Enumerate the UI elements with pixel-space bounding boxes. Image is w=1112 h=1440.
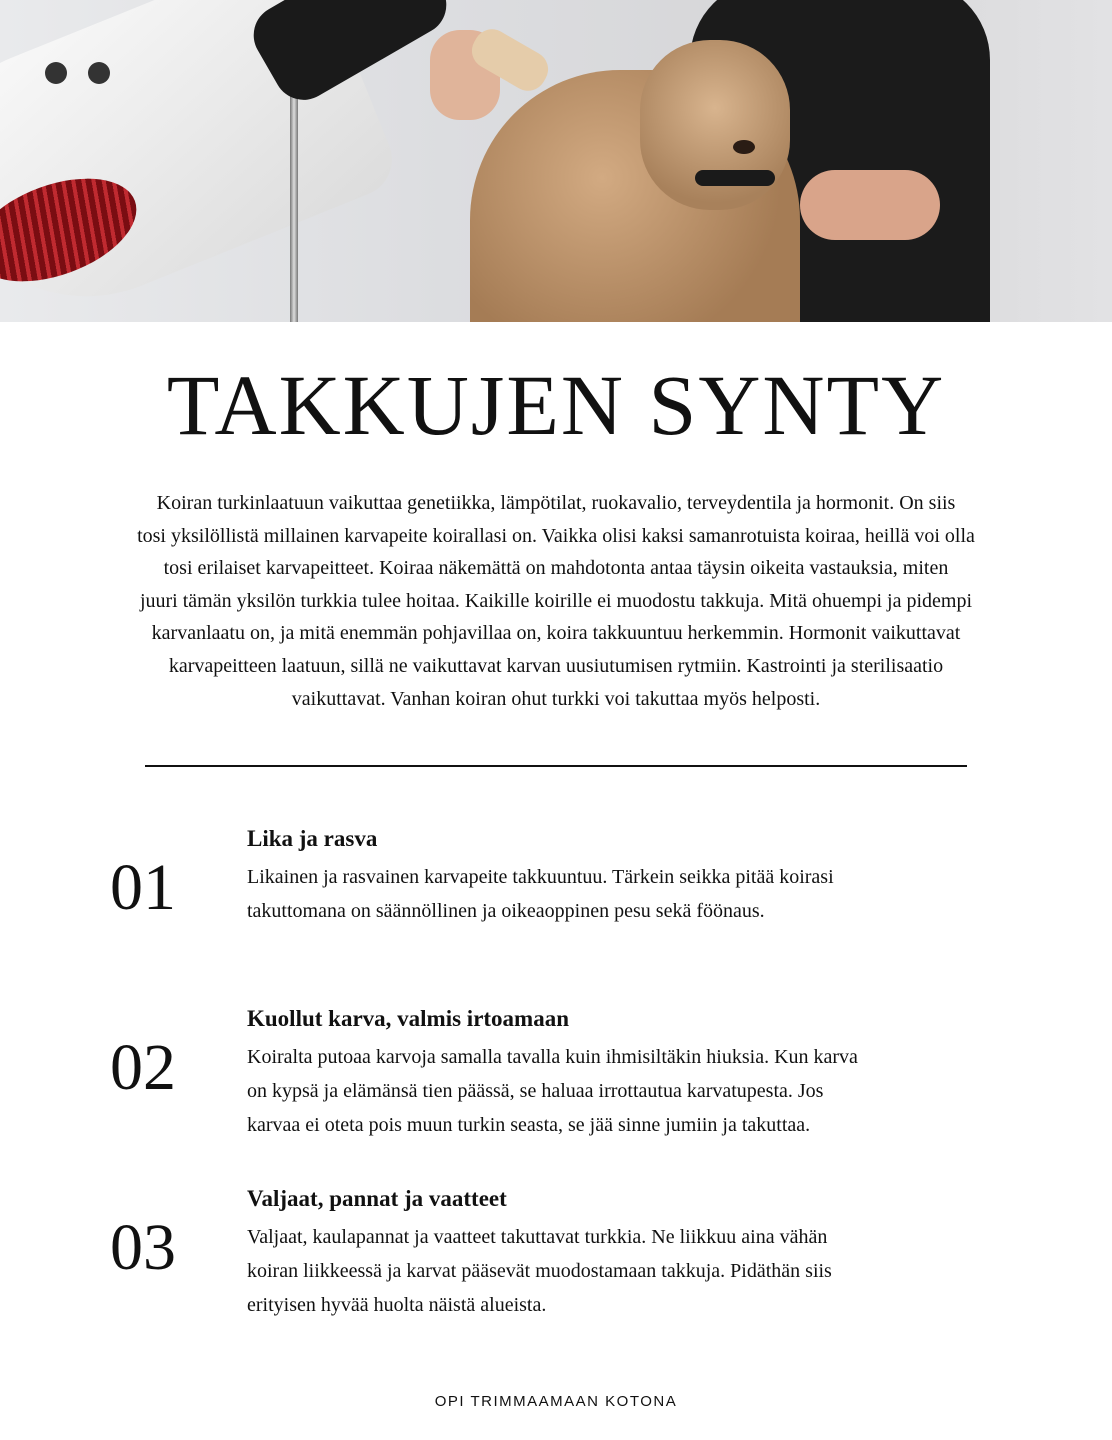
dog-collar — [695, 170, 775, 186]
intro-line: juuri tämän yksilön turkkia tulee hoitaa. Kaikille koirille ei muodostu takkuja. Mitä ohuempi ja pidempi — [139, 589, 973, 612]
item-body — [247, 1220, 832, 1322]
footer-text: OPI TRIMMAAMAAN KOTONA — [434, 1393, 678, 1410]
intro-paragraph — [20, 487, 1092, 715]
item-line: takuttomana on säännöllinen ja oikeaoppinen pesu sekä föönaus. — [247, 900, 765, 922]
intro-line: tosi erilaiset karvapeitteet. Koiraa näkemättä on mahdotonta antaa täysin oikeita vastauksia, miten — [163, 557, 949, 580]
intro-line: karvanlaatu on, ja mitä enemmän pohjavillaa on, koira takkuuntuu herkemmin. Hormonit vaikuttavat — [151, 622, 961, 645]
item-line: Likainen ja rasvainen karvapeite takkuuntuu. Tärkein seikka pitää koirasi — [247, 866, 834, 888]
item-number: 03 — [110, 1211, 176, 1284]
intro-line: tosi yksilöllistä millainen karvapeite koirallasi on. Vaikka olisi kaksi samanrotuista koiraa, heillä voi olla — [137, 524, 975, 547]
groomer-arm — [800, 170, 940, 240]
item-line: Valjaat, kaulapannat ja vaatteet takuttavat turkkia. Ne liikkuu aina vähän — [247, 1226, 828, 1248]
item-heading: Lika ja rasva — [247, 826, 378, 851]
item-line: erityisen hyvää huolta näistä alueista. — [247, 1294, 547, 1316]
item-heading: Kuollut karva, valmis irtoamaan — [247, 1006, 570, 1031]
divider — [145, 765, 967, 767]
dryer-knob — [45, 62, 67, 84]
page-title: TAKKUJEN SYNTY — [166, 357, 946, 453]
item-body — [247, 860, 834, 928]
item-line: Koiralta putoaa karvoja samalla tavalla kuin ihmisiltäkin hiuksia. Kun karva — [247, 1046, 858, 1068]
dryer-knob — [88, 62, 110, 84]
item-line: karvaa ei oteta pois muun turkin seasta, se jää sinne jumiin ja takuttaa. — [247, 1114, 811, 1136]
item-number: 01 — [110, 851, 176, 924]
item-body — [247, 1040, 858, 1142]
intro-line: Koiran turkinlaatuun vaikuttaa genetiikka, lämpötilat, ruokavalio, terveydentila ja hormonit. On siis — [156, 492, 956, 514]
intro-line: karvapeitteen laatuun, sillä ne vaikuttavat karvan uusiutumisen rytmiin. Kastrointi ja sterilisaatio — [168, 654, 944, 677]
item-number: 02 — [110, 1031, 176, 1104]
item-line: koiran liikkeessä ja karvat pääsevät muodostamaan takkuja. Pidäthän siis — [247, 1260, 832, 1282]
item-line: on kypsä ja elämänsä tien päässä, se haluaa irrottautua karvatupesta. Jos — [247, 1080, 824, 1102]
item-heading: Valjaat, pannat ja vaatteet — [247, 1186, 507, 1211]
hero-photo-dog-grooming — [0, 0, 1112, 322]
poodle-nose — [733, 140, 755, 154]
intro-line: vaikuttavat. Vanhan koiran ohut turkki voi takuttaa myös helposti. — [291, 687, 821, 710]
